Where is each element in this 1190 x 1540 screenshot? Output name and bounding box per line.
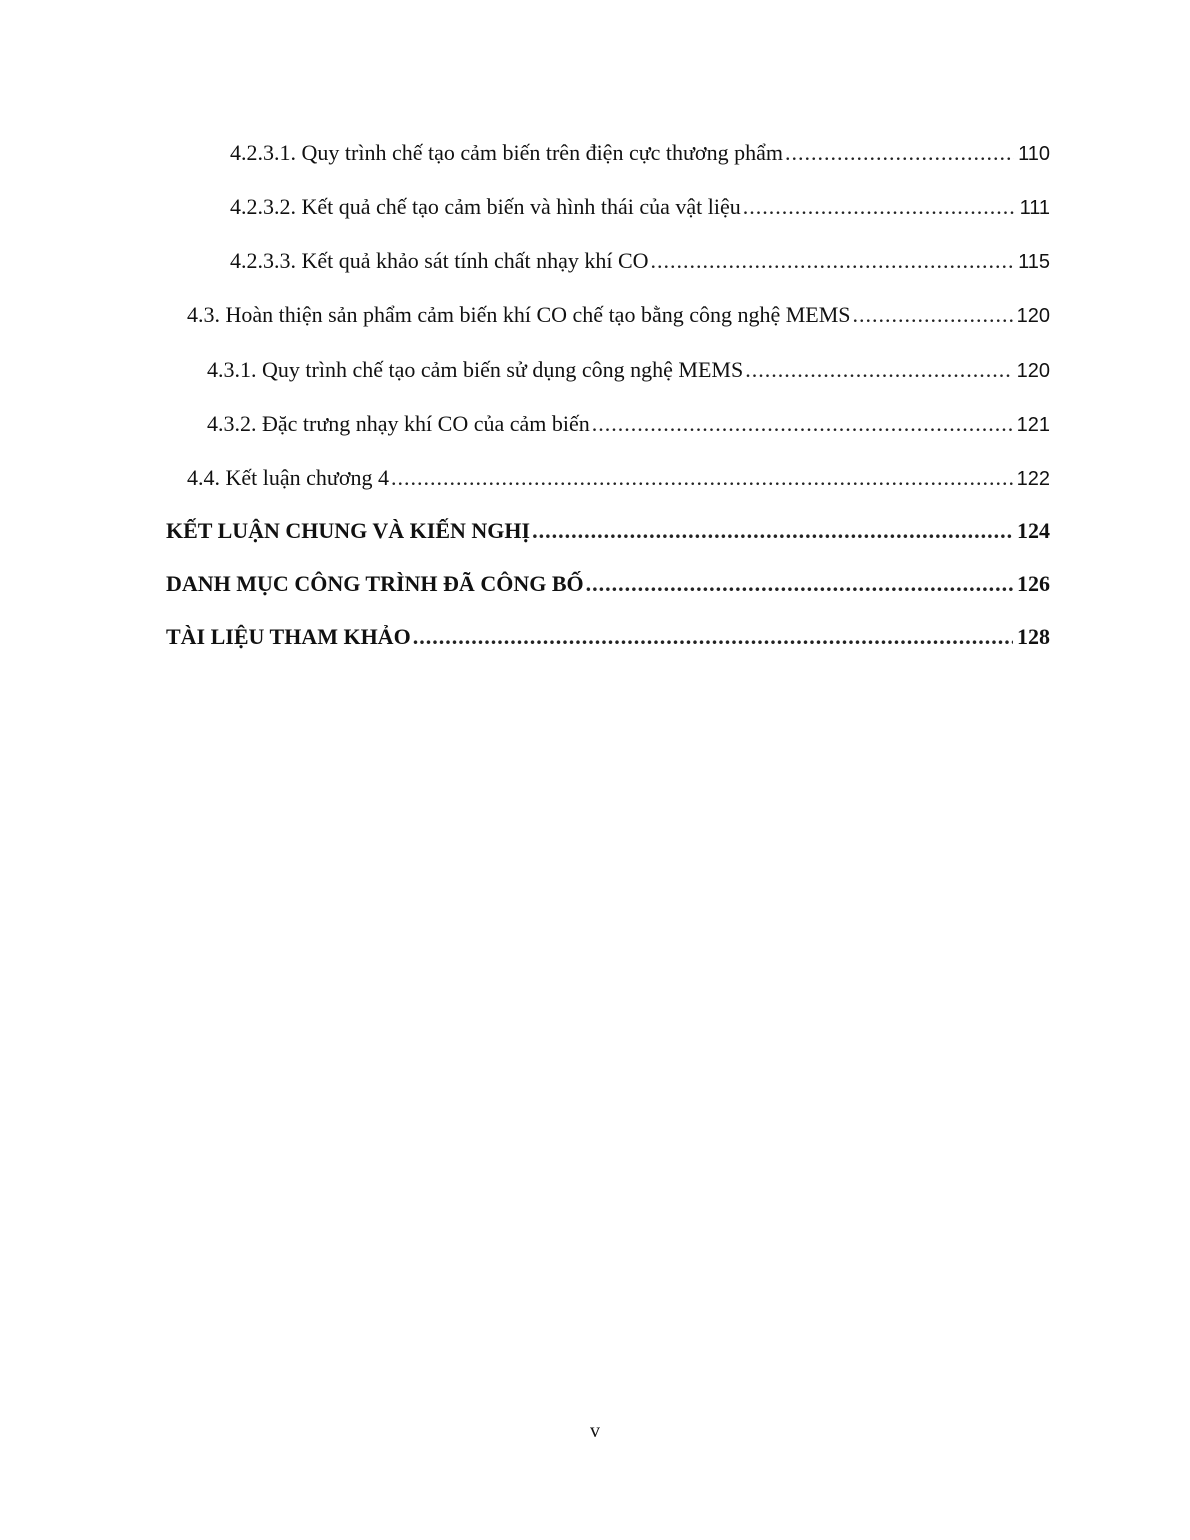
- toc-entry-4-3-1[interactable]: [207, 357, 1050, 384]
- table-of-contents: [0, 0, 1190, 700]
- toc-entry-label: 4.3. Hoàn thiện sản phẩm cảm biến khí CO chế tạo bằng công nghệ MEMS: [187, 302, 851, 327]
- toc-entry-label: 4.2.3.3. Kết quả khảo sát tính chất nhạy khí CO: [230, 248, 649, 273]
- toc-entry-page: 110: [1018, 143, 1050, 165]
- toc-entry-label: 4.2.3.1. Quy trình chế tạo cảm biến trên điện cực thương phẩm: [230, 140, 783, 165]
- toc-entry-4-2-3-3[interactable]: [230, 248, 1050, 275]
- toc-dot-leader: [785, 140, 1014, 166]
- toc-dot-leader: [651, 248, 1015, 274]
- toc-entry-4-3[interactable]: [187, 302, 1050, 329]
- toc-entry-label: 4.3.1. Quy trình chế tạo cảm biến sử dụng công nghệ MEMS: [207, 357, 744, 382]
- toc-entry-label: KẾT LUẬN CHUNG VÀ KIẾN NGHỊ: [166, 518, 531, 543]
- toc-dot-leader: [745, 357, 1012, 383]
- toc-entry-ket-luan-chung[interactable]: [166, 518, 1050, 544]
- toc-dot-leader: [532, 518, 1013, 544]
- toc-dot-leader: [592, 411, 1013, 437]
- toc-entry-4-4[interactable]: [187, 465, 1050, 492]
- toc-entry-page: 121: [1016, 414, 1050, 436]
- toc-dot-leader: [743, 194, 1016, 220]
- page-number: v: [590, 1420, 600, 1442]
- toc-entry-danh-muc-cong-trinh[interactable]: [166, 571, 1050, 597]
- toc-entry-page: 120: [1016, 360, 1050, 382]
- toc-entry-4-2-3-2[interactable]: [230, 194, 1050, 221]
- toc-entry-page: 128: [1017, 624, 1050, 649]
- toc-entry-label: DANH MỤC CÔNG TRÌNH ĐÃ CÔNG BỐ: [166, 571, 584, 596]
- toc-entry-label: TÀI LIỆU THAM KHẢO: [166, 624, 411, 649]
- toc-entry-tai-lieu-tham-khao[interactable]: [166, 624, 1050, 650]
- toc-dot-leader: [586, 571, 1013, 597]
- toc-entry-label: 4.3.2. Đặc trưng nhạy khí CO của cảm biến: [207, 411, 590, 436]
- toc-entry-label: 4.2.3.2. Kết quả chế tạo cảm biến và hình thái của vật liệu: [230, 194, 741, 219]
- toc-entry-4-2-3-1[interactable]: [230, 140, 1050, 167]
- toc-entry-page: 126: [1017, 571, 1050, 596]
- toc-dot-leader: [391, 465, 1013, 491]
- toc-entry-label: 4.4. Kết luận chương 4: [187, 465, 389, 490]
- toc-entry-4-3-2[interactable]: [207, 411, 1050, 438]
- toc-dot-leader: [853, 302, 1013, 328]
- toc-entry-page: 120: [1016, 305, 1050, 327]
- toc-entry-page: 115: [1018, 251, 1050, 273]
- toc-dot-leader: [413, 624, 1013, 650]
- toc-entry-page: 124: [1017, 518, 1050, 543]
- toc-entry-page: 122: [1016, 468, 1050, 490]
- toc-entry-page: 111: [1019, 197, 1050, 219]
